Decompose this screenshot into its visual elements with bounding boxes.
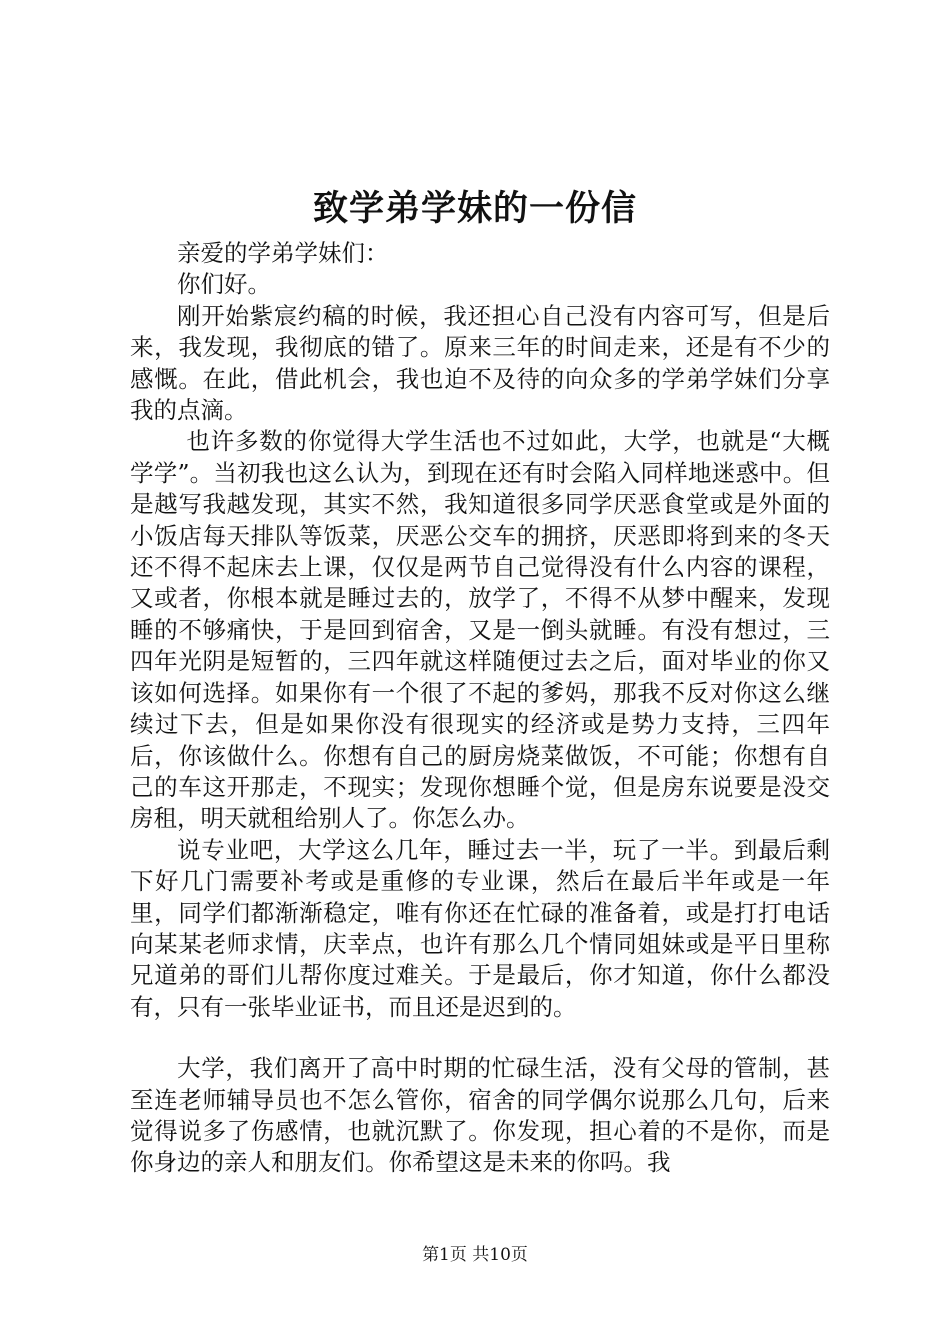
document-body xyxy=(130,238,830,1179)
document-title: 致学弟学妹的一份信 xyxy=(312,188,637,229)
body-paragraph: 也许多数的你觉得大学生活也不过如此，大学，也就是“大概学学”。当初我也这么认为，到现在还有时会陷入同样地迷惑中。但是越写我越发现，其实不然，我知道很多同学厌恶食堂或是外面的小饭店每天排队等饭菜，厌恶公交车的拥挤，厌恶即将到来的冬天还不得不起床去上课，仅仅是两节自己觉得没有什么内容的课程，又或者，你根本就是睡过去的，放学了，不得不从梦中醒来，发现睡的不够痛快，于是回到宿舍，又是一倒头就睡。有没有想过，三四年光阴是短暂的，三四年就这样随便过去之后，面对毕业的你又该如何选择。如果你有一个很了不起的爹妈，那我不反对你这么继续过下去，但是如果你没有很现实的经济或是势力支持，三四年后，你该做什么。你想有自己的厨房烧菜做饭，不可能；你想有自己的车这开那走，不现实；发现你想睡个觉，但是房东说要是没交房租，明天就租给别人了。你怎么办。 xyxy=(130,427,830,833)
body-paragraph: 刚开始紫宸约稿的时候，我还担心自己没有内容可写，但是后来，我发现，我彻底的错了。原来三年的时间走来，还是有不少的感慨。在此，借此机会，我也迫不及待的向众多的学弟学妹们分享我的点滴。 xyxy=(130,301,830,425)
body-paragraph: 大学，我们离开了高中时期的忙碌生活，没有父母的管制，甚至连老师辅导员也不怎么管你，宿舍的同学偶尔说那么几句，后来觉得说多了伤感情，也就沉默了。你发现，担心着的不是你，而是你身边的亲人和朋友们。你希望这是未来的你吗。我 xyxy=(130,1054,830,1177)
greeting: 你们好。 xyxy=(177,270,271,299)
page-number-footer: 第1页 共10页 xyxy=(422,1245,528,1265)
salutation: 亲爱的学弟学妹们： xyxy=(177,239,389,267)
body-paragraph: 说专业吧，大学这么几年，睡过去一半，玩了一半。到最后剩下好几门需要补考或是重修的专业课，然后在最后半年或是一年里，同学们都渐渐稳定，唯有你还在忙碌的准备着，或是打打电话向某某老师求情，庆幸点，也许有那么几个情同姐妹或是平日里称兄道弟的哥们儿帮你度过难关。于是最后，你才知道，你什么都没有，只有一张毕业证书，而且还是迟到的。 xyxy=(130,835,830,1021)
